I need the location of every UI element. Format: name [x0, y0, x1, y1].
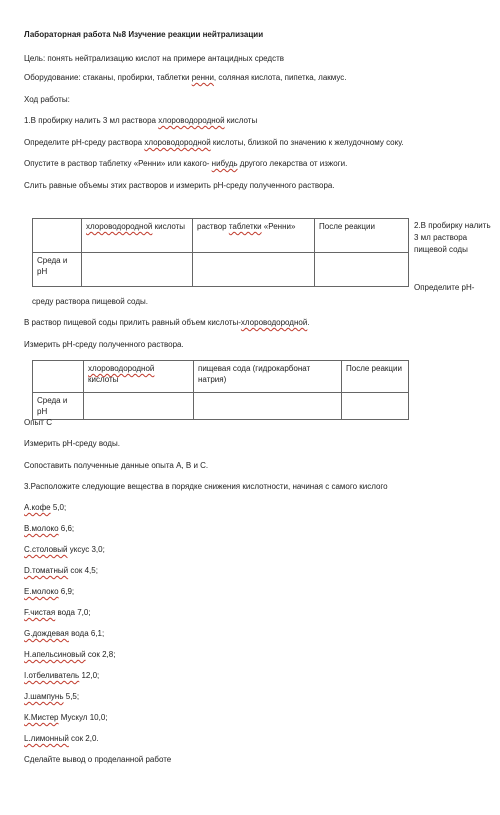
page-title: Лабораторная работа №8 Изучение реакции нейтрализации — [24, 30, 264, 39]
table-2-header-row — [33, 361, 409, 393]
table-1-empty-cell — [33, 219, 82, 253]
list-item-value: 6,9; — [58, 587, 75, 596]
list-item-name: F.чистая — [24, 608, 56, 617]
list-item — [24, 587, 74, 597]
list-item-value: сок 2,0. — [68, 734, 99, 743]
step1c-pre: Опустите в раствор таблетку «Ренни» или какого- — [24, 159, 212, 168]
step1b-text — [24, 138, 404, 148]
table-2 — [32, 360, 409, 420]
list-item-value: Мускул 10,0; — [58, 713, 108, 722]
list-item-value: сок 4,5; — [68, 566, 98, 575]
step1c-post: другого лекарства от изжоги. — [237, 159, 348, 168]
list-item-name: D.томатный — [24, 566, 69, 575]
list-item-name: H.апельсиновый — [24, 650, 86, 659]
table-2-empty-cell — [33, 361, 84, 393]
step1-pre: 1.В пробирку налить 3 мл раствора — [24, 116, 159, 125]
list-item-value: вода 6,1; — [68, 629, 105, 638]
list-item — [24, 734, 99, 744]
step1b-post: кислоты, близкой по значению к желудочному соку. — [210, 138, 404, 147]
compare-text: Сопоставить полученные данные опыта А, В и С. — [24, 461, 209, 470]
table-1-cell — [193, 253, 315, 287]
list-item-value: сок 2,8; — [85, 650, 116, 659]
step1-word: хлороводородной — [158, 116, 225, 125]
list-item-name: G.дождевая — [24, 629, 69, 638]
step2b-text — [24, 318, 310, 328]
experiment-c-heading: Опыт С — [24, 418, 52, 427]
step2-continuation: среду раствора пищевой соды. — [32, 297, 148, 306]
step2b-word: хлороводородной — [240, 318, 308, 327]
step1c-word: нибудь — [211, 159, 238, 168]
list-item-name: С.столовый — [24, 545, 68, 554]
step1b-word: хлороводородной — [144, 138, 211, 147]
step1-post: кислоты — [224, 116, 258, 125]
table-2-header-after: После реакции — [342, 361, 409, 393]
equipment-post: , соляная кислота, пипетка, лакмус. — [213, 73, 347, 82]
list-item-value: 5,0; — [50, 503, 67, 512]
table-2-cell — [84, 393, 194, 420]
table-1-header-acid-word: хлороводородной — [86, 222, 153, 231]
table-2-header-acid-word: хлороводородной — [88, 364, 155, 373]
table-1-header-after: После реакции — [315, 219, 409, 253]
progress-heading: Ход работы: — [24, 95, 70, 104]
table-1-header-acid-rest: кислоты — [152, 222, 186, 231]
table-1-header-rennie-pre: раствор — [197, 222, 229, 231]
table-1-cell — [315, 253, 409, 287]
step1d-text: Слить равные объемы этих растворов и измерить pH-среду полученного раствора. — [24, 181, 335, 190]
list-item-name: В.молоко — [24, 524, 59, 533]
list-item-value: 5,5; — [63, 692, 80, 701]
table-1 — [32, 218, 409, 287]
list-item-name: L.лимонный — [24, 734, 69, 743]
list-item — [24, 629, 104, 639]
goal-text: Цель: понять нейтрализацию кислот на примере антацидных средств — [24, 54, 284, 63]
step1-text — [24, 116, 257, 126]
list-item-value: 6,6; — [58, 524, 75, 533]
step2-side-text: 2.В пробирку налить 3 мл раствора пищевой соды — [414, 221, 491, 254]
list-item-name: I.отбеливатель — [24, 671, 80, 680]
list-item — [24, 566, 98, 576]
step2c-text: Измерить pH-среду полученного раствора. — [24, 340, 184, 349]
list-item-value: вода 7,0; — [55, 608, 91, 617]
list-item — [24, 713, 107, 723]
list-item-name: А.кофе — [24, 503, 51, 512]
table-1-header-acid — [82, 219, 193, 253]
equipment-text — [24, 73, 347, 83]
list-item-name: Е.молоко — [24, 587, 59, 596]
step1c-text — [24, 159, 347, 169]
table-1-header-rennie-word: таблетки — [228, 222, 262, 231]
list-item — [24, 650, 115, 660]
table-2-header-soda: пищевая сода (гидрокарбонат натрия) — [194, 361, 342, 393]
step1b-pre: Определите pH-среду раствора — [24, 138, 145, 147]
step2-side-define: Определите pH- — [414, 283, 475, 292]
experiment-c-measure: Измерить pH-среду воды. — [24, 439, 120, 448]
list-item-name: J.шампунь — [24, 692, 64, 701]
task3-text: 3.Расположите следующие вещества в порядке снижения кислотности, начиная с самого кислого — [24, 482, 388, 491]
list-item — [24, 503, 66, 513]
conclusion-text: Сделайте вывод о проделанной работе — [24, 755, 172, 764]
table-1-row-label: Среда и pH — [33, 253, 82, 287]
table-1-header-rennie-post: «Ренни» — [261, 222, 296, 231]
list-item — [24, 692, 79, 702]
list-item-value: 12,0; — [79, 671, 100, 680]
equipment-pre: Оборудование: стаканы, пробирки, таблетки — [24, 73, 192, 82]
table-1-cell — [82, 253, 193, 287]
list-item — [24, 524, 74, 534]
list-item — [24, 608, 91, 618]
table-1-header-row — [33, 219, 409, 253]
table-2-header-acid-rest: кислоты — [88, 375, 119, 384]
table-2-row-label: Среда и pH — [33, 393, 84, 420]
table-2-cell — [342, 393, 409, 420]
table-2-header-acid — [84, 361, 194, 393]
table-2-cell — [194, 393, 342, 420]
list-item-name: К.Мистер — [24, 713, 59, 722]
step2b-post: . — [307, 318, 310, 327]
list-item-value: уксус 3,0; — [67, 545, 105, 554]
table-2-row — [33, 393, 409, 420]
list-item — [24, 545, 105, 555]
equipment-rennie: ренни — [191, 73, 214, 82]
list-item — [24, 671, 99, 681]
table-1-header-rennie — [193, 219, 315, 253]
step2b-pre: В раствор пищевой соды прилить равный объем кислоты- — [24, 318, 241, 327]
table-1-row — [33, 253, 409, 287]
